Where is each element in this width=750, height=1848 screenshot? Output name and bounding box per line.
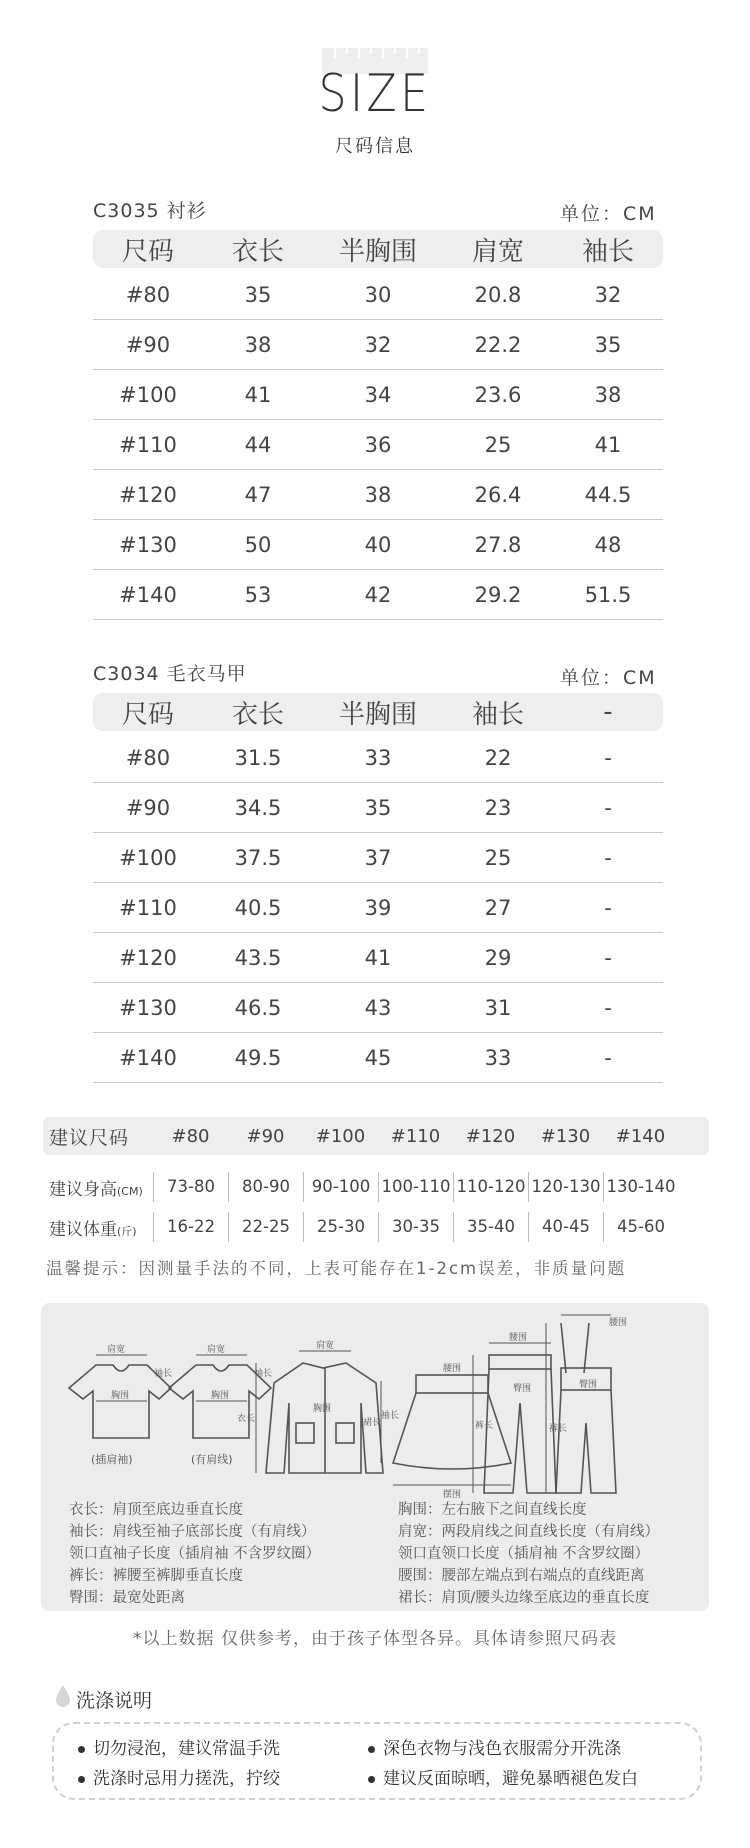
table-cell: - <box>604 995 612 1020</box>
table1-unit: 单位：CM <box>560 203 657 225</box>
table-cell: #110 <box>119 895 177 920</box>
table-row <box>93 933 663 983</box>
garment-diagrams <box>41 1303 709 1503</box>
diagram-label: 腰围 <box>609 1318 628 1328</box>
table-cell: #140 <box>119 582 177 607</box>
table-cell: 33 <box>364 745 392 770</box>
table-cell: #100 <box>119 845 177 870</box>
table-cell: 23.6 <box>474 382 522 407</box>
size-table-2 <box>93 693 663 1083</box>
table-cell: #130 <box>119 532 177 557</box>
diagram-label: 腰围 <box>443 1364 462 1374</box>
table-cell: 39 <box>364 895 392 920</box>
table-row <box>93 1033 663 1083</box>
column-header: 袖长 <box>581 236 634 267</box>
recommend-height: 80-90 <box>228 1172 303 1202</box>
recommend-weight: 30-35 <box>378 1212 453 1242</box>
table-cell: 22.2 <box>474 332 522 357</box>
wash-title: 洗涤说明 <box>76 1690 153 1712</box>
table-cell: 45 <box>364 1045 392 1070</box>
definition-text: 肩宽：两段肩线之间直线长度（有肩线） <box>398 1524 659 1540</box>
table-cell: 41 <box>364 945 392 970</box>
table-cell: - <box>604 795 612 820</box>
recommend-table <box>43 1117 709 1247</box>
page-subtitle: 尺码信息 <box>335 136 415 157</box>
table-cell: 31 <box>484 995 512 1020</box>
size-table-1 <box>93 230 663 620</box>
definition-text: 裙长：肩顶/腰头边缘至底边的垂直长度 <box>398 1590 650 1606</box>
recommend-weight: 16-22 <box>153 1212 228 1242</box>
table-cell: #140 <box>119 1045 177 1070</box>
table-cell: 53 <box>244 582 272 607</box>
column-header: 衣长 <box>231 699 284 730</box>
table-row <box>93 370 663 420</box>
wash-item: 深色衣物与浅色衣服需分开洗涤 <box>368 1734 621 1759</box>
diagram-label: 胸围 <box>313 1404 332 1414</box>
table-cell: 34.5 <box>234 795 282 820</box>
table-row <box>93 420 663 470</box>
diagram-label: 裤长 <box>475 1421 494 1431</box>
column-header: 衣长 <box>231 236 284 267</box>
table-cell: 27 <box>484 895 512 920</box>
table-cell: #130 <box>119 995 177 1020</box>
measurement-panel <box>41 1303 709 1611</box>
recommend-size: #110 <box>390 1125 441 1147</box>
table-row <box>93 470 663 520</box>
recommend-size: #80 <box>171 1125 210 1147</box>
table-cell: 30 <box>364 282 392 307</box>
table-cell: 25 <box>484 432 512 457</box>
table-cell: 50 <box>244 532 272 557</box>
diagram-label: 肩宽 <box>316 1341 335 1351</box>
wash-instructions <box>52 1722 702 1800</box>
definition-text: 衣长：肩顶至底边垂直长度 <box>69 1502 243 1518</box>
recommend-size: #100 <box>315 1125 366 1147</box>
table-cell: 33 <box>484 1045 512 1070</box>
tshirt2-caption: (有肩线) <box>191 1453 233 1466</box>
table-row <box>93 983 663 1033</box>
table-cell: 22 <box>484 745 512 770</box>
recommend-weight: 45-60 <box>603 1212 678 1242</box>
diagram-label: 腰围 <box>509 1333 528 1343</box>
table-cell: 46.5 <box>234 995 282 1020</box>
table-row <box>93 783 663 833</box>
diagram-label: 臀围 <box>513 1384 532 1394</box>
table-row <box>93 733 663 783</box>
measurement-tip: 温馨提示：因测量手法的不同，上表可能存在1-2cm误差，非质量问题 <box>46 1259 627 1278</box>
definition-text: 胸围：左右腋下之间直线长度 <box>398 1502 587 1518</box>
table-cell: 27.8 <box>474 532 522 557</box>
recommend-height: 100-110 <box>378 1172 453 1202</box>
diagram-label: 袖长 <box>254 1369 273 1379</box>
overalls-icon <box>546 1315 616 1493</box>
diagram-label: 袖长 <box>381 1411 400 1421</box>
table-cell: 43.5 <box>234 945 282 970</box>
recommend-size: #90 <box>246 1125 285 1147</box>
table-cell: 40.5 <box>234 895 282 920</box>
table2-title: C3034 毛衣马甲 <box>93 663 247 685</box>
wash-item: 切勿浸泡，建议常温手洗 <box>78 1734 280 1759</box>
recommend-size-label: 建议尺码 <box>49 1126 130 1149</box>
table2-unit: 单位：CM <box>560 667 657 689</box>
diagram-label: 肩宽 <box>107 1345 126 1355</box>
table-cell: 48 <box>594 532 622 557</box>
diagram-label: 摆围 <box>443 1490 462 1500</box>
definition-text: 袖长：肩线至袖子底部长度（有肩线） <box>69 1524 316 1540</box>
definitions-left <box>69 1499 320 1609</box>
table-cell: 29.2 <box>474 582 522 607</box>
table-cell: #120 <box>119 945 177 970</box>
table-cell: #110 <box>119 432 177 457</box>
water-drop-icon <box>54 1684 72 1708</box>
table-row <box>93 520 663 570</box>
wash-item: 建议反面晾晒，避免暴晒褪色发白 <box>368 1764 638 1789</box>
table-row <box>93 570 663 620</box>
table-cell: 32 <box>364 332 392 357</box>
definition-text: 裤长：裤腰至裤脚垂直长度 <box>69 1568 243 1584</box>
table-cell: 36 <box>364 432 392 457</box>
table-cell: 37 <box>364 845 392 870</box>
table-row <box>93 833 663 883</box>
table-cell: 41 <box>594 432 622 457</box>
pants-icon <box>473 1343 556 1493</box>
table-cell: 47 <box>244 482 272 507</box>
table-cell: 38 <box>244 332 272 357</box>
weight-label: 建议体重(斤) <box>49 1219 137 1240</box>
diagram-label: 裙长 <box>363 1418 382 1428</box>
definition-text: 领口直袖子长度（插肩袖 不含罗纹圈） <box>69 1546 321 1562</box>
recommend-height: 73-80 <box>153 1172 228 1202</box>
column-header: 半胸围 <box>338 236 417 267</box>
table-cell: 38 <box>364 482 392 507</box>
table-cell: 44 <box>244 432 272 457</box>
table-cell: #80 <box>125 282 171 307</box>
size-logo <box>300 44 450 157</box>
definition-text: 腰围：腰部左端点到右端点的直线距离 <box>398 1568 645 1584</box>
table-cell: - <box>604 745 612 770</box>
table-cell: #90 <box>125 795 171 820</box>
table-cell: - <box>604 945 612 970</box>
table-cell: 35 <box>594 332 622 357</box>
diagram-label: 衣长 <box>237 1414 256 1424</box>
recommend-header <box>43 1117 709 1155</box>
column-header: 半胸围 <box>338 699 417 730</box>
diagram-label: 胸围 <box>111 1391 130 1401</box>
table-cell: 40 <box>364 532 392 557</box>
table-header <box>93 693 663 731</box>
recommend-weight: 35-40 <box>453 1212 528 1242</box>
table-cell: 42 <box>364 582 392 607</box>
definition-text: 臀围：最宽处距离 <box>69 1590 185 1606</box>
table-cell: #120 <box>119 482 177 507</box>
column-header: - <box>603 697 613 727</box>
recommend-weight: 40-45 <box>528 1212 603 1242</box>
table1-title: C3035 衬衫 <box>93 200 207 222</box>
table-row <box>93 320 663 370</box>
table-cell: 41 <box>244 382 272 407</box>
table-cell: 34 <box>364 382 392 407</box>
table-row <box>93 883 663 933</box>
table-cell: 35 <box>364 795 392 820</box>
wash-item: 洗涤时忌用力搓洗，拧绞 <box>78 1764 280 1789</box>
table-cell: 23 <box>484 795 512 820</box>
table-cell: 37.5 <box>234 845 282 870</box>
diagram-label: 臀围 <box>579 1380 598 1390</box>
logo-text: SIZE <box>318 64 432 124</box>
recommend-weight: 25-30 <box>303 1212 378 1242</box>
diagram-label: 袖长 <box>154 1369 173 1379</box>
column-header: 尺码 <box>121 236 174 267</box>
recommend-size: #130 <box>540 1125 591 1147</box>
table-cell: 38 <box>594 382 622 407</box>
table-cell: - <box>604 895 612 920</box>
diagram-label: 裤长 <box>549 1424 568 1434</box>
definitions-right <box>398 1499 659 1609</box>
table-cell: 25 <box>484 845 512 870</box>
recommend-size: #120 <box>465 1125 516 1147</box>
table-cell: 32 <box>594 282 622 307</box>
table-row <box>93 270 663 320</box>
column-header: 袖长 <box>471 699 524 730</box>
recommend-height: 110-120 <box>453 1172 528 1202</box>
table-cell: - <box>604 845 612 870</box>
table-cell: #90 <box>125 332 171 357</box>
table-cell: 43 <box>364 995 392 1020</box>
column-header: 尺码 <box>121 699 174 730</box>
table-cell: #100 <box>119 382 177 407</box>
recommend-height: 120-130 <box>528 1172 603 1202</box>
recommend-height: 130-140 <box>603 1172 678 1202</box>
table-cell: - <box>604 1045 612 1070</box>
diagram-label: 胸围 <box>211 1391 230 1401</box>
diagram-label: 肩宽 <box>207 1345 226 1355</box>
table-cell: 29 <box>484 945 512 970</box>
definition-text: 领口直领口长度（插肩袖 不含罗纹圈） <box>398 1546 650 1562</box>
column-header: 肩宽 <box>471 236 524 267</box>
table-cell: 51.5 <box>584 582 632 607</box>
tshirt1-caption: (插肩袖) <box>91 1453 133 1466</box>
table-cell: 31.5 <box>234 745 282 770</box>
recommend-height: 90-100 <box>303 1172 378 1202</box>
table-cell: 20.8 <box>474 282 522 307</box>
weight-row <box>43 1207 709 1247</box>
table-cell: 44.5 <box>584 482 632 507</box>
table-cell: 35 <box>244 282 272 307</box>
table-cell: #80 <box>125 745 171 770</box>
height-label: 建议身高(CM) <box>49 1179 143 1200</box>
table-cell: 49.5 <box>234 1045 282 1070</box>
recommend-size: #140 <box>615 1125 666 1147</box>
table-cell: 26.4 <box>474 482 522 507</box>
recommend-weight: 22-25 <box>228 1212 303 1242</box>
table-header <box>93 230 663 268</box>
reference-note: *以上数据 仅供参考，由于孩子体型各异。具体请参照尺码表 <box>133 1629 617 1649</box>
height-row <box>43 1167 709 1207</box>
